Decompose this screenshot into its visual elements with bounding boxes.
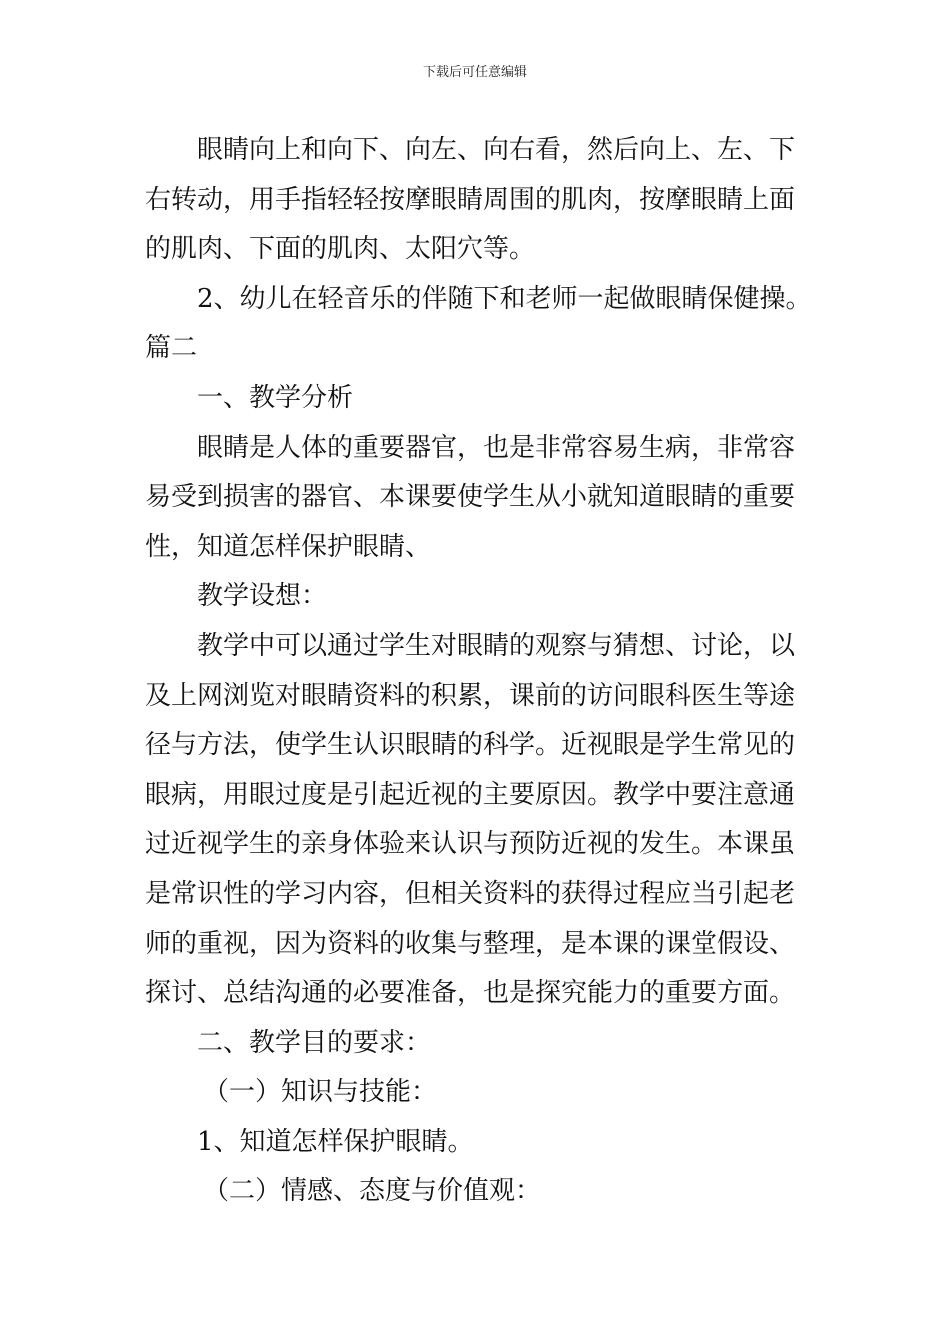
paragraph-line: 眼睛向上和向下、向左、向右看，然后向上、左、下 xyxy=(197,135,796,165)
paragraph-line: 2、幼儿在轻音乐的伴随下和老师一起做眼睛保健操。 xyxy=(197,283,812,314)
paragraph-line: 教学中可以通过学生对眼睛的观察与猜想、讨论，以 xyxy=(197,630,796,661)
paragraph-line: 右转动，用手指轻轻按摩眼睛周围的肌肉，按摩眼睛上面 xyxy=(145,184,796,215)
paragraph-line: 的肌肉、下面的肌肉、太阳穴等。 xyxy=(145,234,536,265)
paragraph-line: 性，知道怎样保护眼睛、 xyxy=(145,531,432,562)
heading: 教学设想： xyxy=(197,581,328,612)
paragraph-line: 眼病，用眼过度是引起近视的主要原因。教学中要注意通 xyxy=(145,779,796,810)
paragraph-line: 眼睛是人体的重要器官，也是非常容易生病，非常容 xyxy=(197,432,796,463)
paragraph-line: 师的重视，因为资料的收集与整理，是本课的课堂假设、 xyxy=(145,928,796,959)
subheading: （二）情感、态度与价值观： xyxy=(203,1176,542,1207)
section-title: 篇二 xyxy=(145,333,198,364)
page-header: 下载后可任意编辑 xyxy=(422,65,527,80)
paragraph-line: 过近视学生的亲身体验来认识与预防近视的发生。本课虽 xyxy=(145,829,796,860)
paragraph-line: 是常识性的学习内容，但相关资料的获得过程应当引起老 xyxy=(145,878,796,909)
heading: 二、教学目的要求： xyxy=(197,1027,432,1058)
paragraph-line: 及上网浏览对眼睛资料的积累，课前的访问眼科医生等途 xyxy=(145,680,796,711)
subheading: （一）知识与技能： xyxy=(203,1077,438,1108)
paragraph-line: 探讨、总结沟通的必要准备，也是探究能力的重要方面。 xyxy=(145,978,796,1009)
document-body xyxy=(145,126,810,1217)
heading: 一、教学分析 xyxy=(197,382,354,413)
paragraph-line: 径与方法，使学生认识眼睛的科学。近视眼是学生常见的 xyxy=(145,730,796,761)
paragraph-line: 易受到损害的器官、本课要使学生从小就知道眼睛的重要 xyxy=(145,482,796,513)
paragraph-line: 1、知道怎样保护眼睛。 xyxy=(197,1126,474,1157)
